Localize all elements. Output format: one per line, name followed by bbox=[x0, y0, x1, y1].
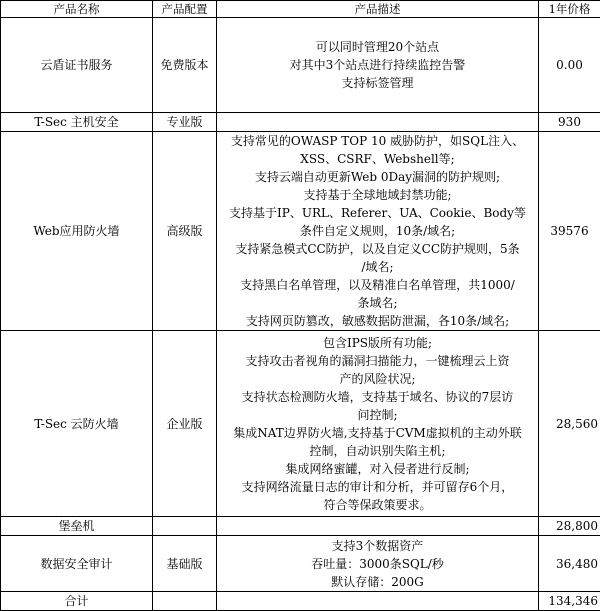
product-name-cell: 云盾证书服务 bbox=[1, 18, 153, 113]
product-description-cell bbox=[217, 517, 539, 536]
description-line: 吞吐量：3000条SQL/秒 bbox=[219, 555, 536, 573]
product-description-cell bbox=[217, 18, 539, 113]
product-description-cell bbox=[217, 113, 539, 132]
product-edition-cell: 企业版 bbox=[153, 331, 217, 517]
table-row-data-security-audit bbox=[1, 536, 600, 592]
product-name-cell: T-Sec 云防火墙 bbox=[1, 331, 153, 517]
product-name-cell: T-Sec 主机安全 bbox=[1, 113, 153, 132]
header-product-description: 产品描述 bbox=[217, 1, 539, 18]
description-line: 支持基于全球地域封禁功能; bbox=[219, 186, 536, 204]
product-name-cell: 数据安全审计 bbox=[1, 536, 153, 592]
description-line: 控制，自动识别失陷主机; bbox=[219, 442, 536, 460]
description-line: 支持网络流量日志的审计和分析，并可留存6个月， bbox=[219, 478, 536, 496]
total-edition-cell bbox=[153, 592, 217, 611]
annual-price-cell: 39576 bbox=[539, 132, 600, 331]
description-line: 支持攻击者视角的漏洞扫描能力，一键梳理云上资 bbox=[219, 352, 536, 370]
description-line: 集成NAT边界防火墙,支持基于CVM虚拟机的主动外联 bbox=[219, 424, 536, 442]
header-row bbox=[1, 1, 600, 18]
description-line: 支持黑白名单管理，以及精准白名单管理，共1000/ bbox=[219, 276, 536, 294]
product-name-cell: Web应用防火墙 bbox=[1, 132, 153, 331]
description-line: 支持云端自动更新Web 0Day漏洞的防护规则; bbox=[219, 168, 536, 186]
annual-price-cell: 930 bbox=[539, 113, 600, 132]
description-line: 产的风险状况; bbox=[219, 370, 536, 388]
description-line: 支持常见的OWASP TOP 10 威胁防护，如SQL注入、 bbox=[219, 132, 536, 150]
table-row-host-security bbox=[1, 113, 600, 132]
product-edition-cell: 免费版本 bbox=[153, 18, 217, 113]
header-product-edition: 产品配置 bbox=[153, 1, 217, 18]
product-edition-cell bbox=[153, 517, 217, 536]
header-product-name: 产品名称 bbox=[1, 1, 153, 18]
description-line: 可以同时管理20个站点 bbox=[219, 38, 536, 56]
annual-price-cell: 36,480 bbox=[539, 536, 600, 592]
annual-price-cell: 0.00 bbox=[539, 18, 600, 113]
description-line: 包含IPS版所有功能; bbox=[219, 334, 536, 352]
description-line: 符合等保政策要求。 bbox=[219, 496, 536, 514]
table-row-total bbox=[1, 592, 600, 611]
annual-price-cell: 28,560 bbox=[539, 331, 600, 517]
description-line: XSS、CSRF、Webshell等; bbox=[219, 150, 536, 168]
table-row-web-application-firewall bbox=[1, 132, 600, 331]
description-line: /域名; bbox=[219, 258, 536, 276]
description-line: 支持紧急模式CC防护，以及自定义CC防护规则，5条 bbox=[219, 240, 536, 258]
description-line: 问控制; bbox=[219, 406, 536, 424]
table-row-ssl-certificate bbox=[1, 18, 600, 113]
header-annual-price: 1年价格 bbox=[539, 1, 600, 18]
table-row-bastion-host bbox=[1, 517, 600, 536]
table-row-cloud-firewall bbox=[1, 331, 600, 517]
description-line: 条域名; bbox=[219, 294, 536, 312]
product-edition-cell: 专业版 bbox=[153, 113, 217, 132]
description-line: 对其中3个站点进行持续监控告警 bbox=[219, 56, 536, 74]
annual-price-cell: 28,800 bbox=[539, 517, 600, 536]
product-name-cell: 堡垒机 bbox=[1, 517, 153, 536]
description-line: 支持网页防篡改，敏感数据防泄漏，各10条/域名; bbox=[219, 312, 536, 330]
description-line: 支持标签管理 bbox=[219, 74, 536, 92]
description-line: 支持状态检测防火墙，支持基于域名、协议的7层访 bbox=[219, 388, 536, 406]
total-label-cell: 合计 bbox=[1, 592, 153, 611]
total-price-cell: 134,346 bbox=[539, 592, 600, 611]
description-line: 集成网络蜜罐，对入侵者进行反制; bbox=[219, 460, 536, 478]
description-line: 支持3个数据资产 bbox=[219, 537, 536, 555]
product-edition-cell: 高级版 bbox=[153, 132, 217, 331]
description-line: 条件自定义规则，10条/域名; bbox=[219, 222, 536, 240]
product-description-cell bbox=[217, 536, 539, 592]
total-description-cell bbox=[217, 592, 539, 611]
product-description-cell bbox=[217, 132, 539, 331]
product-description-cell bbox=[217, 331, 539, 517]
description-line: 支持基于IP、URL、Referer、UA、Cookie、Body等 bbox=[219, 204, 536, 222]
description-line: 默认存储：200G bbox=[219, 573, 536, 591]
product-edition-cell: 基础版 bbox=[153, 536, 217, 592]
